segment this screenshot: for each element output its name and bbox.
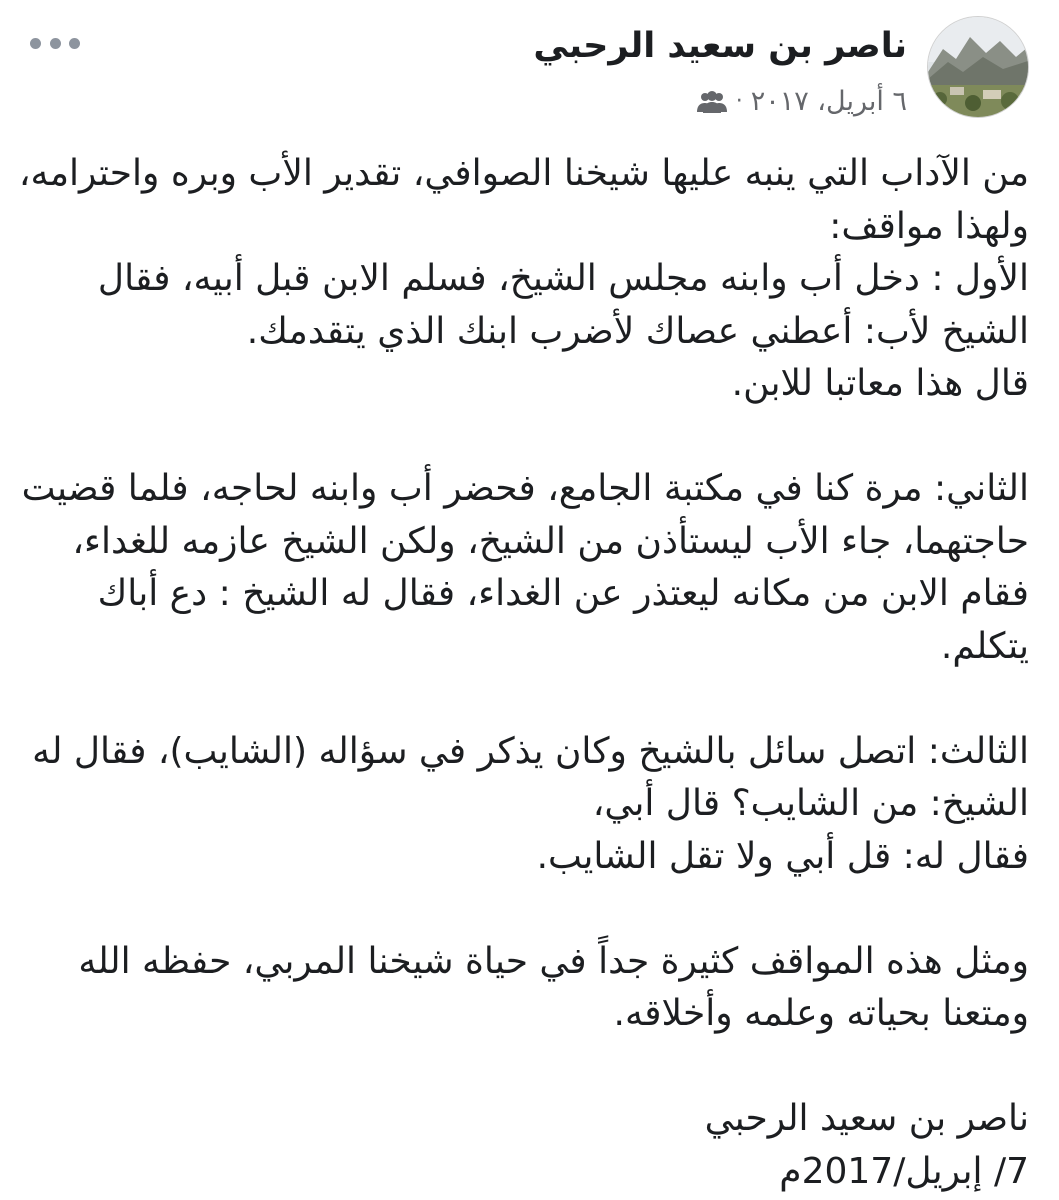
text-line: الثالث: اتصل سائل بالشيخ وكان يذكر في سؤاله (الشايب)، فقال له [32, 730, 1029, 772]
post-header [0, 0, 1059, 130]
post-date[interactable]: ٦ أبريل، ٢٠١٧ [750, 86, 907, 117]
signature-name: ناصر بن سعيد الرحبي [704, 1098, 1029, 1139]
text-line: الأول : دخل أب وابنه مجلس الشيخ، فسلم الابن قبل أبيه، فقال [97, 258, 1029, 299]
more-options-dot [50, 38, 61, 49]
text-line: قال هذا معاتبا للابن. [731, 363, 1029, 404]
post-body [18, 148, 1029, 1198]
paragraph-2 [21, 463, 1029, 673]
text-line: ومثل هذه المواقف كثيرة جداً في حياة شيخنا المربي، حفظه الله [78, 940, 1029, 982]
paragraph-gap [24, 673, 1029, 726]
author-name[interactable]: ناصر بن سعيد الرحبي [533, 26, 907, 66]
text-line: الشيخ: من الشايب؟ قال أبي، [592, 783, 1029, 824]
more-options-button[interactable] [30, 32, 80, 54]
paragraph-gap [24, 411, 1029, 464]
paragraph-4 [24, 936, 1029, 1041]
text-line: الشيخ لأب: أعطني عصاك لأضرب ابنك الذي يتقدمك. [246, 310, 1029, 352]
paragraph-gap [24, 1041, 1029, 1094]
text-line: ومتعنا بحياته وعلمه وأخلاقه. [613, 993, 1029, 1034]
meta-separator: · [735, 89, 743, 114]
paragraph-3 [24, 726, 1029, 884]
avatar[interactable] [927, 16, 1029, 118]
text-line: من الآداب التي ينبه عليها شيخنا الصوافي، تقدير الأب وبره واحترامه، [18, 153, 1029, 194]
signature-date: 7/ إبريل/2017م [779, 1150, 1029, 1192]
paragraph-gap [24, 883, 1029, 936]
paragraph-1 [18, 148, 1029, 411]
text-line: فقام الابن من مكانه ليعتذر عن الغداء، فقال له الشيخ : دع أباك [97, 573, 1029, 614]
more-options-icon [30, 38, 41, 49]
more-options-dot [69, 38, 80, 49]
avatar-landscape-image [928, 17, 1028, 117]
post-meta [696, 86, 907, 117]
text-line: الثاني: مرة كنا في مكتبة الجامع، فحضر أب وابنه لحاجه، فلما قضيت [21, 468, 1029, 509]
text-line: يتكلم. [940, 625, 1029, 667]
text-line: فقال له: قل أبي ولا تقل الشايب. [536, 835, 1029, 877]
text-line: حاجتهما، جاء الأب ليستأذن من الشيخ، ولكن الشيخ عازمه للغداء، [72, 520, 1029, 562]
signature [24, 1093, 1029, 1198]
friends-icon [696, 90, 728, 114]
text-line: ولهذا مواقف: [829, 205, 1029, 247]
